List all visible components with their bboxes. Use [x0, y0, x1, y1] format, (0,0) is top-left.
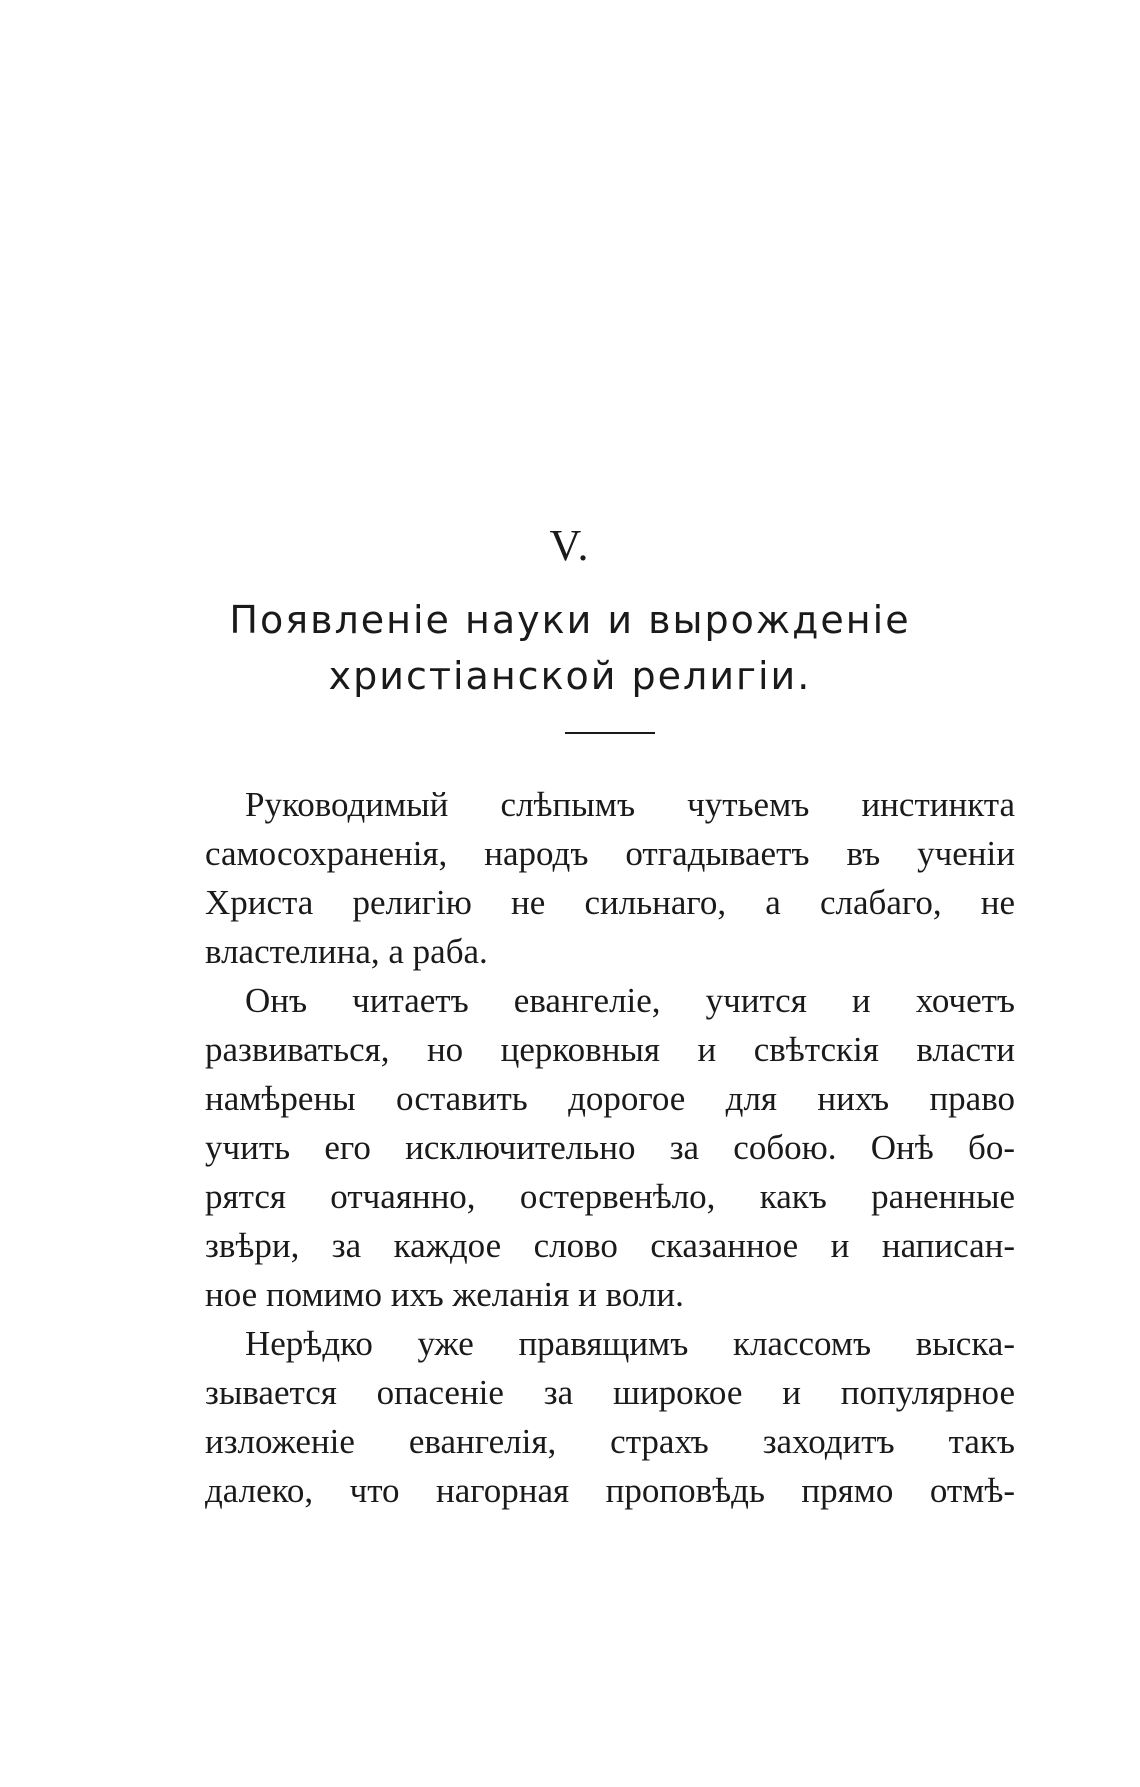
paragraph [205, 976, 1015, 1319]
chapter-body [205, 780, 1015, 1515]
text-line: самосохраненія, народъ отгадываетъ въ ученіи [205, 834, 1015, 873]
text-line: властелина, а раба. [205, 932, 488, 971]
paragraph [205, 780, 1015, 976]
chapter-title-line: Появленіе науки и вырожденіе [229, 598, 911, 642]
text-line: развиваться, но церковныя и свѣтскія власти [205, 1030, 1015, 1069]
text-line: намѣрены оставить дорогое для нихъ право [205, 1079, 1015, 1118]
text-line: Христа религію не сильнаго, а слабаго, не [205, 883, 1015, 922]
text-line: далеко, что нагорная проповѣдь прямо отмѣ- [205, 1471, 1015, 1510]
chapter-title-line: христіанской религіи. [328, 654, 812, 698]
text-line: звѣри, за каждое слово сказанное и написан- [205, 1226, 1015, 1265]
text-line: ное помимо ихъ желанія и воли. [205, 1275, 684, 1314]
text-line: зывается опасеніе за широкое и популярное [205, 1373, 1015, 1412]
chapter-number: V. [549, 521, 591, 570]
chapter-title [0, 592, 1140, 704]
text-line: Онъ читаетъ евангеліе, учится и хочетъ [245, 981, 1015, 1020]
text-line: Нерѣдко уже правящимъ классомъ выска- [245, 1324, 1015, 1363]
text-line: рятся отчаянно, остервенѣло, какъ раненные [205, 1177, 1015, 1216]
text-line: Руководимый слѣпымъ чутьемъ инстинкта [245, 785, 1015, 824]
title-divider [565, 732, 655, 734]
paragraph [205, 1319, 1015, 1515]
text-line: учить его исключительно за собою. Онѣ бо- [205, 1128, 1015, 1167]
text-line: изложеніе евангелія, страхъ заходитъ такъ [205, 1422, 1015, 1461]
